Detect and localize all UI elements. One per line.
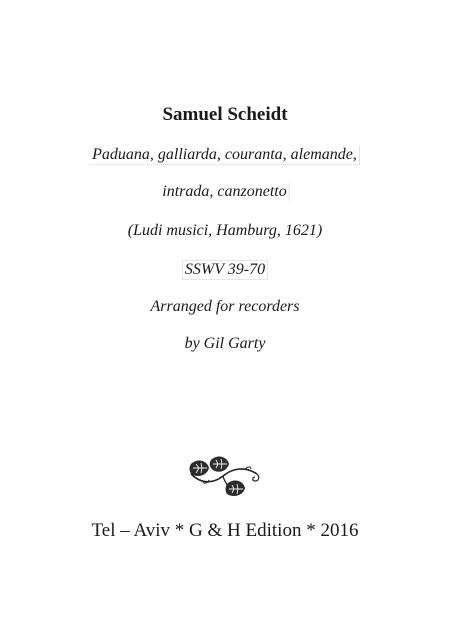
leaf-vine-ornament-icon <box>187 454 263 502</box>
author-name: Samuel Scheidt <box>162 104 288 125</box>
works-line-2 <box>0 183 450 201</box>
catalog-line <box>0 260 450 280</box>
edition-footer: Tel – Aviv * G & H Edition * 2016 <box>91 520 359 541</box>
works-line-1 <box>0 146 450 165</box>
source-line: (Ludi musici, Hamburg, 1621) <box>127 222 323 239</box>
works-line-1-text: Paduana, galliarda, couranta, alemande, <box>90 146 360 165</box>
arranger-line: by Gil Garty <box>184 335 266 352</box>
catalog-number: SSWV 39-70 <box>182 260 268 280</box>
arrangement-line: Arranged for recorders <box>150 298 300 315</box>
works-line-2-text: intrada, canzonetto <box>160 183 289 201</box>
